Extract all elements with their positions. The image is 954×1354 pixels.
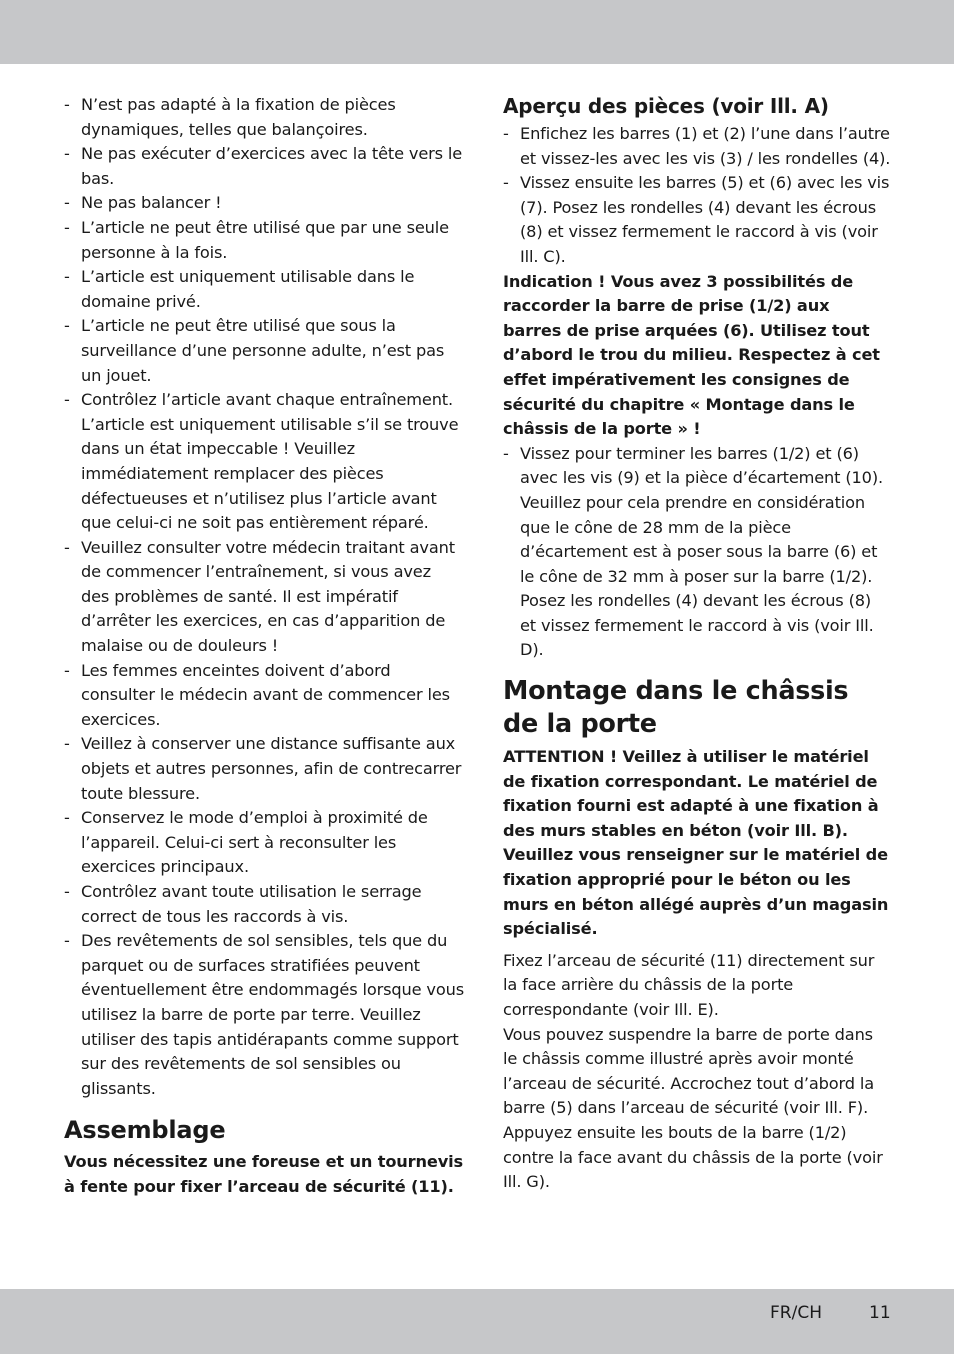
list-item: - Les femmes enceintes doivent d’abord consulter le médecin avant de commencer les exercices. xyxy=(64,659,464,733)
mount-heading: Montage dans le châssis de la porte xyxy=(503,676,849,740)
page-number: 11 xyxy=(869,1303,891,1323)
list-item: - Contrôlez l’article avant chaque entraînement. L’article est uniquement utilisable s’il se trouve dans un état impeccable ! Veuillez immédiatement remplacer des pièces défectueuses et n’utilisez plus l’article avant que celui-ci ne soit pas entièrement réparé. xyxy=(64,388,464,536)
list-item: - Veuillez consulter votre médecin traitant avant de commencer l’entraînement, si vous avez des problèmes de santé. Il est impératif d’arrêter les exercices, en cas d’apparition de malaise ou de douleurs ! xyxy=(64,536,464,659)
list-item: - L’article est uniquement utilisable dans le domaine privé. xyxy=(64,265,464,314)
safety-list xyxy=(64,93,464,1101)
list-item: - Des revêtements de sol sensibles, tels que du parquet ou de surfaces stratifiées peuvent éventuellement être endommagés lorsque vous utilisez la barre de porte par terre. Veuillez utiliser des tapis antidérapants comme support sur des revêtements de sol sensibles ou glissants. xyxy=(64,929,464,1101)
list-item: - N’est pas adapté à la fixation de pièces dynamiques, telles que balançoires. xyxy=(64,93,464,142)
mount-paragraph-1: Fixez l’arceau de sécurité (11) directement sur la face arrière du châssis de la porte correspondante (voir Ill. E). xyxy=(503,950,875,1019)
mount-paragraph-2: Vous pouvez suspendre la barre de porte dans le châssis comme illustré après avoir monté l’arceau de sécurité. Accrochez tout d’abord la barre (5) dans l’arceau de sécurité (voir Ill. F). Appuyez ensuite les bouts de la barre (1/2) contre la face avant du châssis de la porte (voir Ill. G). xyxy=(503,1024,883,1192)
list-item: - Enfichez les barres (1) et (2) l’une dans l’autre et vissez-les avec les vis (3) / les rondelles (4). xyxy=(503,122,891,171)
list-item: - Vissez pour terminer les barres (1/2) et (6) avec les vis (9) et la pièce d’écartement (10). Veuillez pour cela prendre en considération que le cône de 28 mm de la pièce d’écartement est à poser sous la barre (6) et le cône de 32 mm à poser sur la barre (1/2). Posez les rondelles (4) devant les écrous (8) et vissez fermement le raccord à vis (voir Ill. D). xyxy=(503,442,891,663)
indication-note: Indication ! Vous avez 3 possibilités de raccorder la barre de prise (1/2) aux barres de prise arquées (6). Utilisez tout d’abord le trou du milieu. Respectez à cet effet impérativement les consignes de sécurité du chapitre « Montage dans le châssis de la porte » ! xyxy=(503,271,880,439)
assembly-note: Vous nécessitez une foreuse et un tournevis à fente pour fixer l’arceau de sécurité (11). xyxy=(64,1152,463,1196)
header-band xyxy=(0,0,954,64)
list-item: - L’article ne peut être utilisé que par une seule personne à la fois. xyxy=(64,216,464,265)
attention-note: ATTENTION ! Veillez à utiliser le matériel de fixation correspondant. Le matériel de fixation fourni est adapté à une fixation à des murs stables en béton (voir Ill. B). xyxy=(503,747,879,840)
parts-list xyxy=(503,122,891,270)
list-item: - Veillez à conserver une distance suffisante aux objets et autres personnes, afin de contrecarrer toute blessure. xyxy=(64,732,464,806)
footer-language-code: FR/CH xyxy=(770,1303,822,1323)
list-item: - Vissez ensuite les barres (5) et (6) avec les vis (7). Posez les rondelles (4) devant les écrous (8) et vissez fermement le raccord à vis (voir Ill. C). xyxy=(503,171,891,269)
list-item: - Ne pas balancer ! xyxy=(64,191,464,216)
parts-list-final xyxy=(503,442,891,663)
list-item: - Contrôlez avant toute utilisation le serrage correct de tous les raccords à vis. xyxy=(64,880,464,929)
list-item: - Conservez le mode d’emploi à proximité de l’appareil. Celui-ci sert à reconsulter les exercices principaux. xyxy=(64,806,464,880)
parts-heading: Aperçu des pièces (voir Ill. A) xyxy=(503,94,829,118)
list-item: - Ne pas exécuter d’exercices avec la tête vers le bas. xyxy=(64,142,464,191)
assembly-heading: Assemblage xyxy=(64,1116,226,1145)
right-column xyxy=(503,93,891,1195)
inform-note: Veuillez vous renseigner sur le matériel de fixation approprié pour le béton ou les murs en béton allégé auprès d’un magasin spécialisé. xyxy=(503,845,889,939)
list-item: - L’article ne peut être utilisé que sous la surveillance d’une personne adulte, n’est pas un jouet. xyxy=(64,314,464,388)
left-column xyxy=(64,93,464,1200)
